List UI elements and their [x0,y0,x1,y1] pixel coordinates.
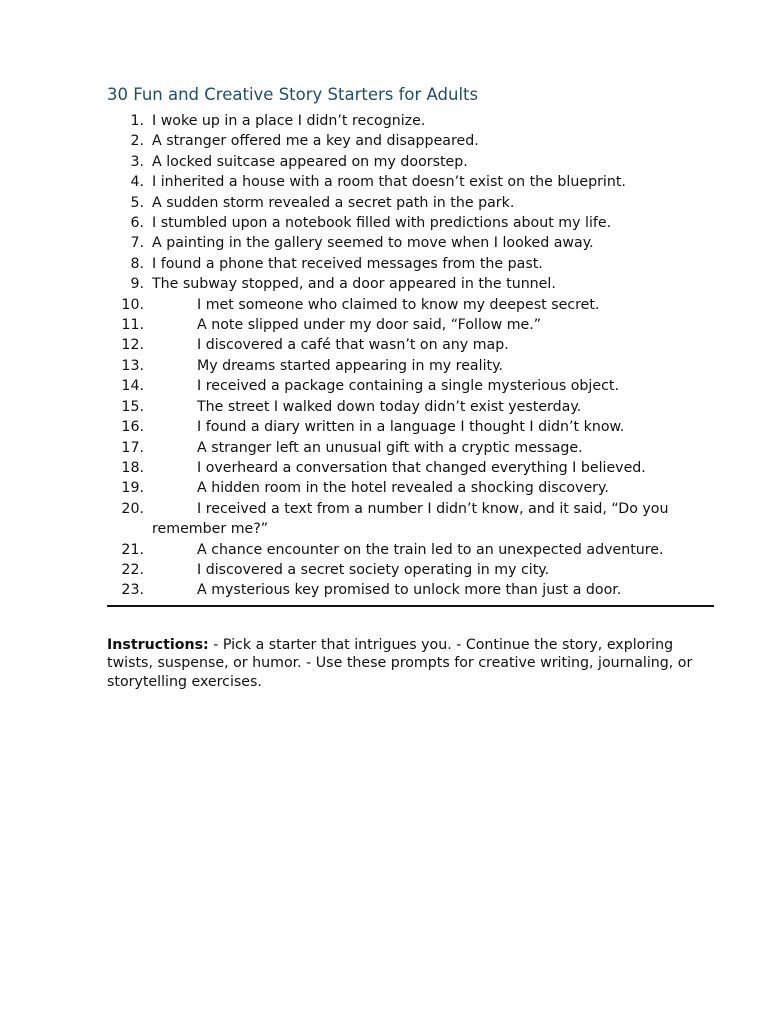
list-item-text [152,580,714,600]
list-item-number: 16. [121,419,144,436]
list-item-number: 2. [130,133,144,150]
list-item-text [152,335,714,355]
list-item-number: 1. [130,113,144,129]
list-item-number: 6. [130,215,144,232]
list-item [107,131,714,151]
list-item-content: I discovered a secret society operating in my city. [197,561,550,578]
list-item [107,417,714,437]
list-item-text: I inherited a house with a room that doesn’t exist on the blueprint. [152,174,626,191]
list-item [107,254,714,274]
list-item-content: A chance encounter on the train led to an unexpected adventure. [197,541,664,558]
list-item [107,111,714,131]
list-item-text: A stranger offered me a key and disappeared. [152,133,479,150]
list-item [107,152,714,172]
list-item-text [152,397,714,417]
list-item [107,172,714,192]
list-item-text [152,295,714,315]
list-item-content: I met someone who claimed to know my deepest secret. [197,296,600,313]
list-item [107,458,714,478]
list-item-number: 10. [121,296,144,313]
horizontal-rule [107,605,714,607]
list-item-number: 7. [130,235,144,252]
list-item-number: 4. [130,174,144,191]
list-item [107,540,714,560]
list-item-text [152,499,714,540]
list-item-number: 3. [130,153,144,170]
list-item [107,376,714,396]
document-page [107,84,714,705]
list-item-number: 19. [121,480,144,497]
list-item-number: 21. [121,541,144,558]
instructions-paragraph [107,636,714,691]
list-item-number: 12. [121,337,144,354]
list-item-text [152,540,714,560]
list-item [107,478,714,498]
list-item-content: The street I walked down today didn’t exist yesterday. [197,398,582,415]
list-item-text: A sudden storm revealed a secret path in the park. [152,194,515,211]
list-item-text: A painting in the gallery seemed to move when I looked away. [152,235,594,252]
list-item-text: I woke up in a place I didn’t recognize. [152,113,426,129]
list-item-text [152,478,714,498]
list-item-number: 11. [121,317,144,334]
list-item [107,499,714,540]
list-item-number: 20. [121,500,144,517]
list-item [107,274,714,294]
list-item-text [152,315,714,335]
instructions-label: Instructions: [107,636,209,653]
list-item-text: I found a phone that received messages from the past. [152,255,543,272]
list-item-number: 9. [130,276,144,293]
list-item-number: 17. [121,439,144,456]
instructions-text: - Pick a starter that intrigues you. - Continue the story, exploring twists, suspense, or humor. - Use these prompts for creative writing, journaling, or storytelling exercises. [107,636,693,690]
list-item-text: The subway stopped, and a door appeared in the tunnel. [152,276,556,293]
list-item [107,438,714,458]
list-item-number: 18. [121,459,144,476]
list-item-content: I overheard a conversation that changed everything I believed. [197,459,646,476]
list-item-text [152,438,714,458]
list-item-number: 8. [130,255,144,272]
list-item [107,356,714,376]
list-item-number: 13. [121,357,144,374]
list-item-text [152,458,714,478]
list-item [107,233,714,253]
list-item-number: 5. [130,194,144,211]
list-item-number: 14. [121,378,144,395]
list-item-content: A mysterious key promised to unlock more than just a door. [197,582,622,599]
list-item-content: I found a diary written in a language I thought I didn’t know. [197,419,625,436]
list-item-number: 23. [121,582,144,599]
list-item-text [152,560,714,580]
list-item-number: 15. [121,398,144,415]
list-item [107,335,714,355]
list-item-text: I stumbled upon a notebook filled with predictions about my life. [152,215,612,232]
list-item [107,315,714,335]
list-item-content: My dreams started appearing in my reality. [197,357,503,374]
list-item-content: I received a text from a number I didn’t know, and it said, “Do you remember me?” [152,500,669,538]
list-item-content: I received a package containing a single mysterious object. [197,378,619,395]
list-item-text: A locked suitcase appeared on my doorstep. [152,153,468,170]
list-item-text [152,417,714,437]
list-item [107,193,714,213]
list-item [107,213,714,233]
list-item-content: I discovered a café that wasn’t on any map. [197,337,509,354]
list-item-content: A stranger left an unusual gift with a cryptic message. [197,439,583,456]
list-item-text [152,376,714,396]
list-item [107,580,714,600]
list-item-content: A hidden room in the hotel revealed a shocking discovery. [197,480,609,497]
list-item [107,397,714,417]
list-item [107,295,714,315]
document-title: 30 Fun and Creative Story Starters for Adults [107,85,479,104]
story-starter-list [107,111,714,601]
list-item [107,560,714,580]
list-item-content: A note slipped under my door said, “Follow me.” [197,317,542,334]
list-item-number: 22. [121,561,144,578]
list-item-text [152,356,714,376]
